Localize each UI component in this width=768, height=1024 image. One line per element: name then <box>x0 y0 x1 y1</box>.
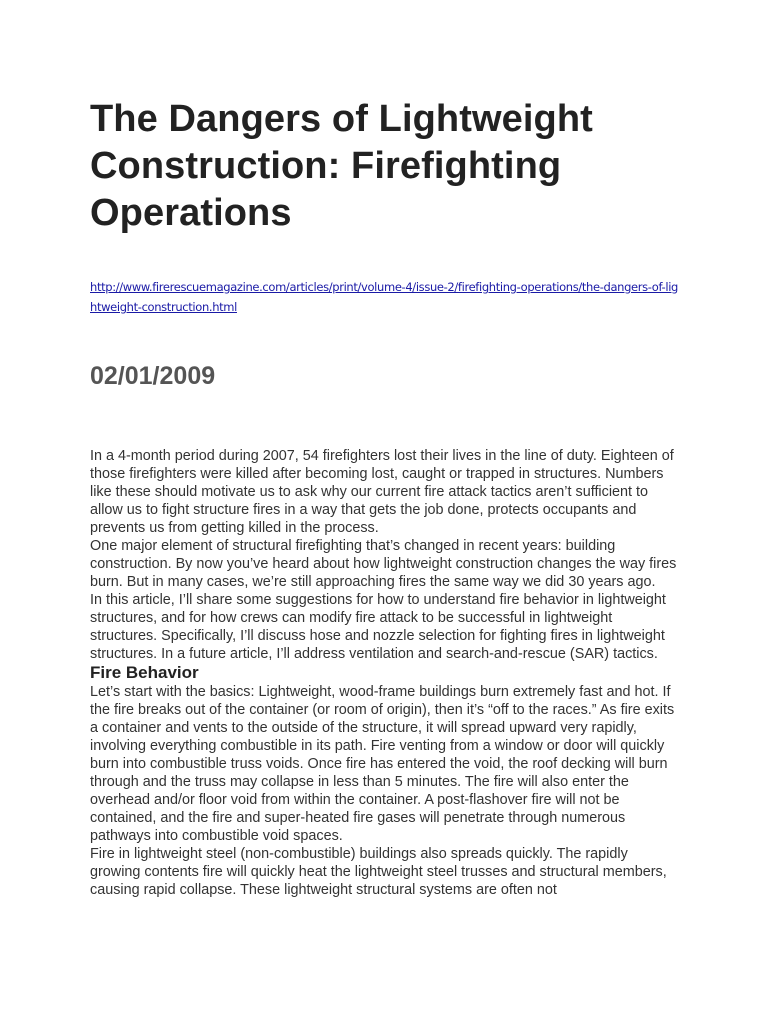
body-paragraph: Fire in lightweight steel (non-combustible) buildings also spreads quickly. The rapidly growing contents fire will quickly heat the lightweight steel trusses and structural members, causing rapid collapse. These lightweight structural systems are often not <box>90 846 667 898</box>
body-paragraph: In a 4-month period during 2007, 54 firefighters lost their lives in the line of duty. Eighteen of those firefighters were killed after becoming lost, caught or trapped in structures. Numbers like these should motivate us to ask why our current fire attack tactics aren’t sufficient to allow us to fight structure fires in a way that gets the job done, protects occupants and prevents us from getting killed in the process. <box>90 448 674 536</box>
body-paragraph: One major element of structural firefighting that’s changed in recent years: building construction. By now you’ve heard about how lightweight construction changes the way fires burn. But in many cases, we’re still approaching fires the same way we did 30 years ago. <box>90 538 677 590</box>
source-url-link[interactable]: http://www.firerescuemagazine.com/articles/print/volume-4/issue-2/firefighting-operations/the-dangers-of-lightweight-construction.html <box>90 280 678 314</box>
article-date: 02/01/2009 <box>90 362 216 390</box>
section-heading-fire-behavior: Fire Behavior <box>90 663 199 682</box>
body-paragraph: Let’s start with the basics: Lightweight, wood-frame buildings burn extremely fast and hot. If the fire breaks out of the container (or room of origin), then it’s “off to the races.” As fire exits a container and vents to the outside of the structure, it will spread upward very rapidly, involving everything combustible in its path. Fire venting from a window or door will quickly burn into combustible truss voids. Once fire has entered the void, the roof decking will burn through and the truss may collapse in less than 5 minutes. The fire will also enter the overhead and/or floor void from within the container. A post-flashover fire will not be contained, and the fire and super-heated fire gases will penetrate through numerous pathways into combustible void spaces. <box>90 684 675 844</box>
article-title: The Dangers of Lightweight Construction: Firefighting Operations <box>90 98 593 234</box>
body-paragraph: In this article, I’ll share some suggestions for how to understand fire behavior in lightweight structures, and for how crews can modify fire attack to be successful in lightweight structures. Specifically, I’ll discuss hose and nozzle selection for fighting fires in lightweight structures. In a future article, I’ll address ventilation and search-and-rescue (SAR) tactics. <box>90 592 666 662</box>
article-body <box>90 447 678 899</box>
